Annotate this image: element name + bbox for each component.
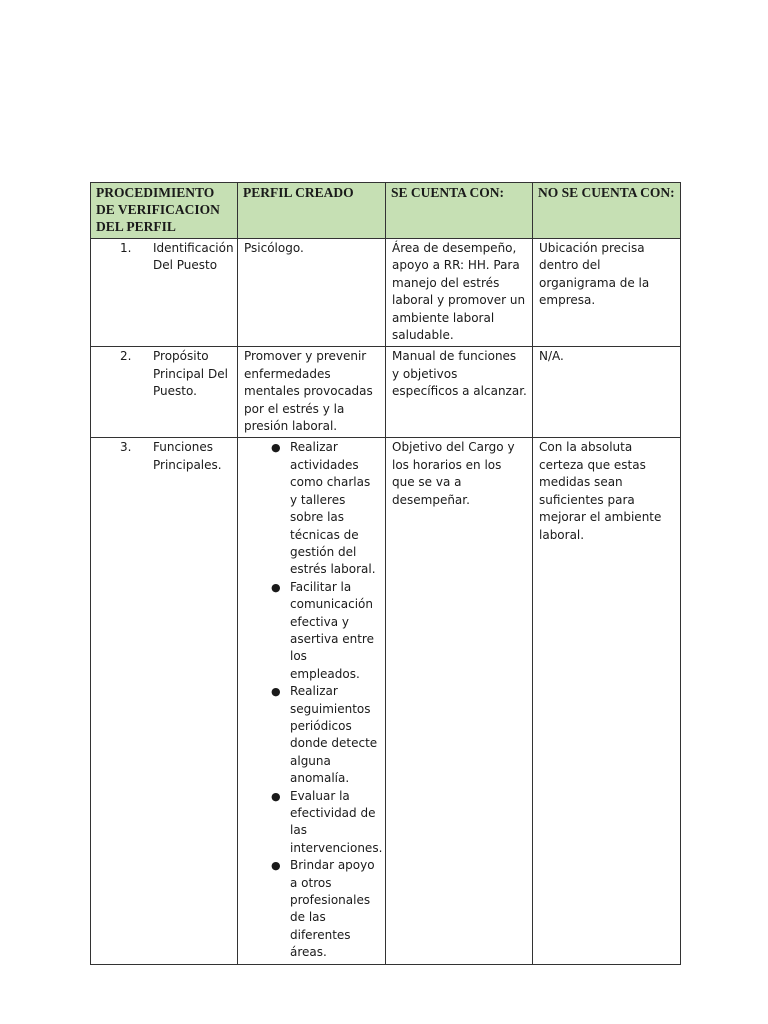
- header-has: SE CUENTA CON:: [386, 183, 533, 239]
- bullet-text: Realizar seguimientos periódicos donde detecte alguna anomalía.: [290, 684, 378, 786]
- lacks-cell: Ubicación precisa dentro del organigrama de la empresa.: [533, 239, 681, 347]
- has-cell: Área de desempeño, apoyo a RR: HH. Para manejo del estrés laboral y promover un ambiente laboral saludable.: [386, 239, 533, 347]
- table-row: [91, 239, 681, 347]
- procedure-cell: [91, 438, 238, 964]
- has-cell: Manual de funciones y objetivos específicos a alcanzar.: [386, 347, 533, 438]
- header-lacks: NO SE CUENTA CON:: [533, 183, 681, 239]
- table-row: [91, 347, 681, 438]
- bullet-icon: ●: [271, 789, 281, 803]
- header-row: [91, 183, 681, 239]
- numbered-item: [97, 439, 232, 474]
- bullet-text: Realizar actividades como charlas y talleres sobre las técnicas de gestión del estrés laboral.: [290, 440, 376, 577]
- lacks-cell: N/A.: [533, 347, 681, 438]
- bullet-item: [267, 857, 380, 961]
- bullet-text: Brindar apoyo a otros profesionales de las diferentes áreas.: [290, 858, 375, 960]
- bullet-text: Facilitar la comunicación efectiva y asertiva entre los empleados.: [290, 579, 374, 681]
- item-number: 2.: [120, 349, 132, 364]
- bullet-item: [267, 439, 380, 578]
- numbered-item: [97, 240, 232, 275]
- profile-verification-table: [90, 182, 681, 965]
- profile-cell: Promover y prevenir enfermedades mentales provocadas por el estrés y la presión laboral.: [238, 347, 386, 438]
- bullet-icon: ●: [271, 685, 281, 699]
- procedure-cell: [91, 239, 238, 347]
- lacks-cell: Con la absoluta certeza que estas medidas sean suficientes para mejorar el ambiente laboral.: [533, 438, 681, 964]
- bullet-icon: ●: [271, 580, 281, 594]
- bullet-text: Evaluar la efectividad de las intervenciones.: [290, 788, 383, 855]
- bullet-icon: ●: [271, 859, 281, 873]
- profile-cell: Psicólogo.: [238, 239, 386, 347]
- table-body: [91, 239, 681, 965]
- header-procedure: PROCEDIMIENTO DE VERIFICACION DEL PERFIL: [91, 183, 238, 239]
- procedure-text: Propósito Principal Del Puesto.: [153, 349, 228, 399]
- profile-cell: [238, 438, 386, 964]
- procedure-text: Identificación Del Puesto: [153, 241, 234, 273]
- item-number: 3.: [120, 440, 132, 455]
- table-header: [91, 183, 681, 239]
- bullet-icon: ●: [271, 441, 281, 455]
- bullet-item: [267, 579, 380, 683]
- numbered-item: [97, 348, 232, 400]
- header-profile: PERFIL CREADO: [238, 183, 386, 239]
- bullet-item: [267, 683, 380, 787]
- item-number: 1.: [120, 241, 132, 255]
- procedure-text: Funciones Principales.: [153, 440, 222, 472]
- functions-bullet-list: [244, 439, 383, 961]
- table-row: [91, 438, 681, 964]
- has-cell: Objetivo del Cargo y los horarios en los que se va a desempeñar.: [386, 438, 533, 964]
- bullet-item: [267, 788, 383, 858]
- procedure-cell: [91, 347, 238, 438]
